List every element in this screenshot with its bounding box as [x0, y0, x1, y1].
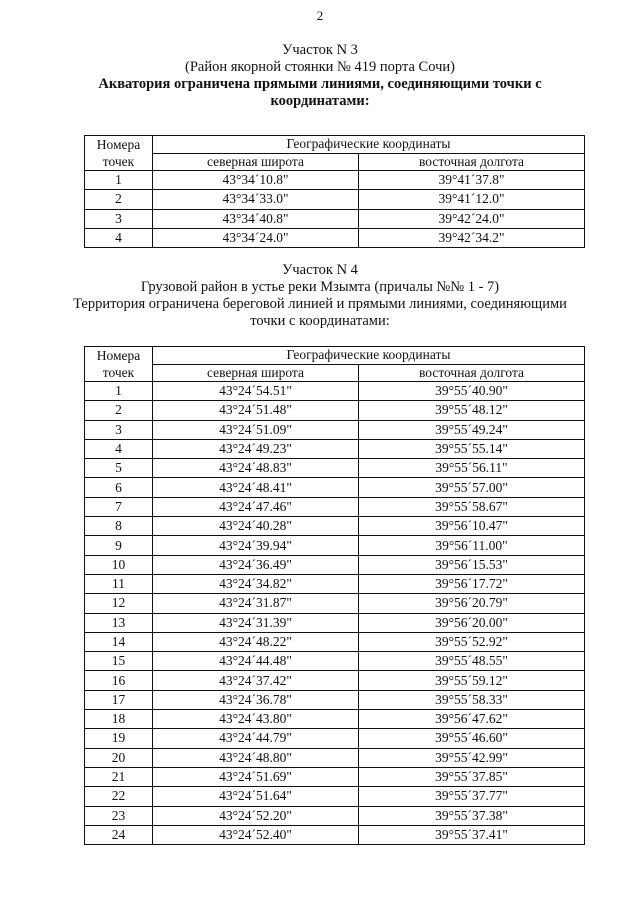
latitude-cell: 43°24´44.79" — [153, 729, 359, 748]
section-4-coordinates-table — [84, 346, 585, 845]
latitude-cell: 43°24´51.69" — [153, 767, 359, 786]
latitude-cell: 43°34´24.0" — [153, 228, 359, 247]
longitude-column-header: восточная долгота — [359, 364, 585, 382]
longitude-cell: 39°55´42.99" — [359, 748, 585, 767]
latitude-cell: 43°24´48.41" — [153, 478, 359, 497]
points-column-header: Номера точек — [85, 136, 153, 171]
table-row — [85, 439, 585, 458]
point-number-cell: 5 — [85, 459, 153, 478]
section-3-description-line2: координатами: — [270, 93, 370, 109]
table-row — [85, 382, 585, 401]
point-number-cell: 13 — [85, 613, 153, 632]
longitude-cell: 39°55´37.77" — [359, 787, 585, 806]
table-row — [85, 574, 585, 593]
table-row — [85, 748, 585, 767]
point-number-cell: 18 — [85, 710, 153, 729]
table-row — [85, 632, 585, 651]
table-row — [85, 555, 585, 574]
table-row — [85, 652, 585, 671]
longitude-cell: 39°41´12.0" — [359, 190, 585, 209]
table-row — [85, 171, 585, 190]
point-number-cell: 20 — [85, 748, 153, 767]
point-number-cell: 12 — [85, 594, 153, 613]
section-3-description-line1: Акватория ограничена прямыми линиями, соединяющими точки с — [98, 76, 542, 92]
table-row — [85, 825, 585, 844]
section-4-description-line1: Территория ограничена береговой линией и прямыми линиями, соединяющими — [73, 296, 567, 312]
point-number-cell: 23 — [85, 806, 153, 825]
longitude-cell: 39°56´10.47" — [359, 517, 585, 536]
latitude-cell: 43°24´49.23" — [153, 439, 359, 458]
latitude-cell: 43°24´34.82" — [153, 574, 359, 593]
longitude-cell: 39°55´48.55" — [359, 652, 585, 671]
longitude-cell: 39°55´37.41" — [359, 825, 585, 844]
latitude-cell: 43°24´36.78" — [153, 690, 359, 709]
latitude-cell: 43°24´36.49" — [153, 555, 359, 574]
point-number-cell: 11 — [85, 574, 153, 593]
table-row — [85, 536, 585, 555]
latitude-cell: 43°24´51.48" — [153, 401, 359, 420]
table-row — [85, 209, 585, 228]
section-4-description-line2: точки с координатами: — [250, 313, 390, 329]
table-row — [85, 420, 585, 439]
point-number-cell: 15 — [85, 652, 153, 671]
table-row — [85, 228, 585, 247]
latitude-cell: 43°24´37.42" — [153, 671, 359, 690]
section-3-coordinates-table — [84, 135, 585, 248]
table-row — [85, 787, 585, 806]
latitude-cell: 43°24´43.80" — [153, 710, 359, 729]
coordinates-column-header: Географические координаты — [153, 347, 585, 365]
longitude-cell: 39°55´59.12" — [359, 671, 585, 690]
longitude-cell: 39°56´47.62" — [359, 710, 585, 729]
longitude-cell: 39°55´56.11" — [359, 459, 585, 478]
longitude-cell: 39°56´20.79" — [359, 594, 585, 613]
longitude-cell: 39°42´24.0" — [359, 209, 585, 228]
point-number-cell: 2 — [85, 190, 153, 209]
longitude-cell: 39°55´37.38" — [359, 806, 585, 825]
table-row — [85, 459, 585, 478]
table-row — [85, 190, 585, 209]
longitude-cell: 39°55´58.33" — [359, 690, 585, 709]
point-number-cell: 22 — [85, 787, 153, 806]
longitude-column-header: восточная долгота — [359, 153, 585, 171]
section-4-heading — [40, 262, 600, 330]
latitude-cell: 43°24´52.40" — [153, 825, 359, 844]
table-row — [85, 478, 585, 497]
point-number-cell: 24 — [85, 825, 153, 844]
point-number-cell: 14 — [85, 632, 153, 651]
point-number-cell: 4 — [85, 439, 153, 458]
latitude-cell: 43°34´33.0" — [153, 190, 359, 209]
section-4-title: Участок N 4 — [282, 262, 358, 278]
latitude-cell: 43°34´10.8" — [153, 171, 359, 190]
point-number-cell: 8 — [85, 517, 153, 536]
latitude-cell: 43°24´44.48" — [153, 652, 359, 671]
longitude-cell: 39°55´52.92" — [359, 632, 585, 651]
latitude-cell: 43°24´39.94" — [153, 536, 359, 555]
longitude-cell: 39°56´11.00" — [359, 536, 585, 555]
point-number-cell: 21 — [85, 767, 153, 786]
point-number-cell: 2 — [85, 401, 153, 420]
latitude-cell: 43°24´51.64" — [153, 787, 359, 806]
point-number-cell: 6 — [85, 478, 153, 497]
table-row — [85, 767, 585, 786]
table-row — [85, 690, 585, 709]
longitude-cell: 39°55´37.85" — [359, 767, 585, 786]
latitude-cell: 43°24´51.09" — [153, 420, 359, 439]
section-4-subtitle: Грузовой район в устье реки Мзымта (причалы №№ 1 - 7) — [140, 279, 500, 295]
point-number-cell: 1 — [85, 382, 153, 401]
point-number-cell: 9 — [85, 536, 153, 555]
table-row — [85, 806, 585, 825]
table-row — [85, 613, 585, 632]
latitude-cell: 43°24´54.51" — [153, 382, 359, 401]
table-row — [85, 517, 585, 536]
longitude-cell: 39°55´57.00" — [359, 478, 585, 497]
table-row — [85, 497, 585, 516]
longitude-cell: 39°55´46.60" — [359, 729, 585, 748]
longitude-cell: 39°55´48.12" — [359, 401, 585, 420]
latitude-column-header: северная широта — [153, 364, 359, 382]
point-number-cell: 17 — [85, 690, 153, 709]
points-column-header: Номера точек — [85, 347, 153, 382]
table-row — [85, 594, 585, 613]
longitude-cell: 39°41´37.8" — [359, 171, 585, 190]
longitude-cell: 39°56´20.00" — [359, 613, 585, 632]
table-row — [85, 710, 585, 729]
point-number-cell: 4 — [85, 228, 153, 247]
latitude-cell: 43°24´31.39" — [153, 613, 359, 632]
latitude-cell: 43°24´48.80" — [153, 748, 359, 767]
latitude-cell: 43°24´31.87" — [153, 594, 359, 613]
point-number-cell: 19 — [85, 729, 153, 748]
table-row — [85, 671, 585, 690]
table-row — [85, 729, 585, 748]
longitude-cell: 39°55´58.67" — [359, 497, 585, 516]
page-number: 2 — [316, 8, 324, 23]
latitude-cell: 43°24´47.46" — [153, 497, 359, 516]
point-number-cell: 7 — [85, 497, 153, 516]
longitude-cell: 39°56´15.53" — [359, 555, 585, 574]
section-3-subtitle: (Район якорной стоянки № 419 порта Сочи) — [185, 59, 455, 75]
latitude-cell: 43°24´48.83" — [153, 459, 359, 478]
latitude-cell: 43°34´40.8" — [153, 209, 359, 228]
point-number-cell: 1 — [85, 171, 153, 190]
latitude-cell: 43°24´40.28" — [153, 517, 359, 536]
point-number-cell: 3 — [85, 420, 153, 439]
point-number-cell: 3 — [85, 209, 153, 228]
longitude-cell: 39°56´17.72" — [359, 574, 585, 593]
longitude-cell: 39°42´34.2" — [359, 228, 585, 247]
coordinates-column-header: Географические координаты — [153, 136, 585, 154]
latitude-column-header: северная широта — [153, 153, 359, 171]
longitude-cell: 39°55´40.90" — [359, 382, 585, 401]
latitude-cell: 43°24´48.22" — [153, 632, 359, 651]
latitude-cell: 43°24´52.20" — [153, 806, 359, 825]
point-number-cell: 16 — [85, 671, 153, 690]
longitude-cell: 39°55´55.14" — [359, 439, 585, 458]
table-row — [85, 401, 585, 420]
section-3-heading — [40, 42, 600, 110]
longitude-cell: 39°55´49.24" — [359, 420, 585, 439]
point-number-cell: 10 — [85, 555, 153, 574]
section-3-title: Участок N 3 — [282, 42, 358, 58]
